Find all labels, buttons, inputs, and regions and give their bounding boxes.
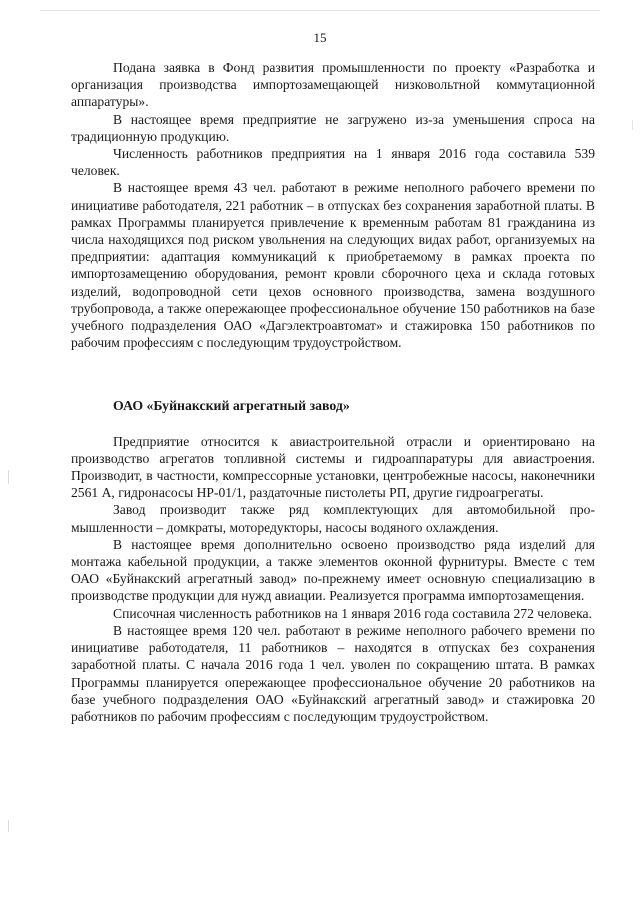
page-number: 15	[313, 30, 327, 45]
paragraph: В настоящее время предприятие не загружено из-за уменьшения спроса на традиционную продукцию.	[71, 111, 595, 144]
paragraph: Подана заявка в Фонд развития промышленности по проекту «Разработка и организация производства импортозамещающей низковольтной коммутационной аппаратуры».	[71, 60, 595, 110]
section-heading: ОАО «Буйнакский агрегатный завод»	[113, 398, 350, 414]
scan-artifact-top-line	[40, 10, 600, 11]
paragraph: Завод производит также ряд комплектующих для автомобильной промышленности – домкраты, моторедукторы, насосы водяного охлаждения.	[71, 502, 595, 535]
paragraph: Численность работников предприятия на 1 января 2016 года составила 539 человек.	[71, 146, 595, 179]
paragraph: Списочная численность работников на 1 января 2016 года составила 272 человека.	[113, 605, 592, 621]
scan-artifact-right-mark	[632, 120, 633, 130]
scan-artifact-left-mark	[8, 470, 9, 484]
scan-artifact-left-mark	[8, 820, 9, 832]
paragraph: В настоящее время 120 чел. работают в режиме неполного рабочего времени по инициативе работодателя, 11 работников – находятся в отпусках без сохранения заработной платы. С начала 2016 года 1 чел. уволен по сокращению штата. В рамках Программы планируется опережающее профессиональное обучение 20 работников на базе учебного подразделения ОАО «Буйнакский агрегатный завод» и стажировка 20 работников по рабочим профессиям с последующим трудоустройством.	[71, 622, 595, 724]
page-body	[71, 59, 595, 725]
paragraph: В настоящее время дополнительно освоено производство ряда изделий для монтажа кабельной продукции, а также элементов оконной фурнитуры. Вместе с тем ОАО «Буйнакский агрегатный завод» по-прежнему имеет основную специализацию в производстве продукции для нужд авиации. Реализуется программа импортозамещения.	[71, 536, 595, 604]
paragraph: Предприятие относится к авиастроительной отрасли и ориентировано на производство агрегатов топливной системы и гидроаппаратуры для авиастроения. Производит, в частности, компрессорные установки, центробежные насосы, наконечники 2561 А, гидронасосы НР-01/1, раздаточные пистолеты РП, другие гидроагрегаты.	[71, 433, 595, 501]
paragraph: В настоящее время 43 чел. работают в режиме неполного рабочего времени по инициативе работодателя, 221 работник – в отпусках без сохранения заработной платы. В рамках Программы планируется привлечение к временным работам 81 гражданина из числа находящихся под риском увольнения на следующих видах работ, организуемых на предприятии: адаптация коммуникаций к приобретаемому в рамках проекта по импортозамещению оборудования, ремонт кровли сборочного цеха и склада готовых изделий, водопроводной сети цехов основного производства, замена воздушного трубопровода, а также опережающее профессиональное обучение 150 работников на базе учебного подразделения ОАО «Дагэлектроавтомат» и стажировка 150 работников по рабочим профессиям с последующим трудоустройством.	[71, 180, 595, 351]
